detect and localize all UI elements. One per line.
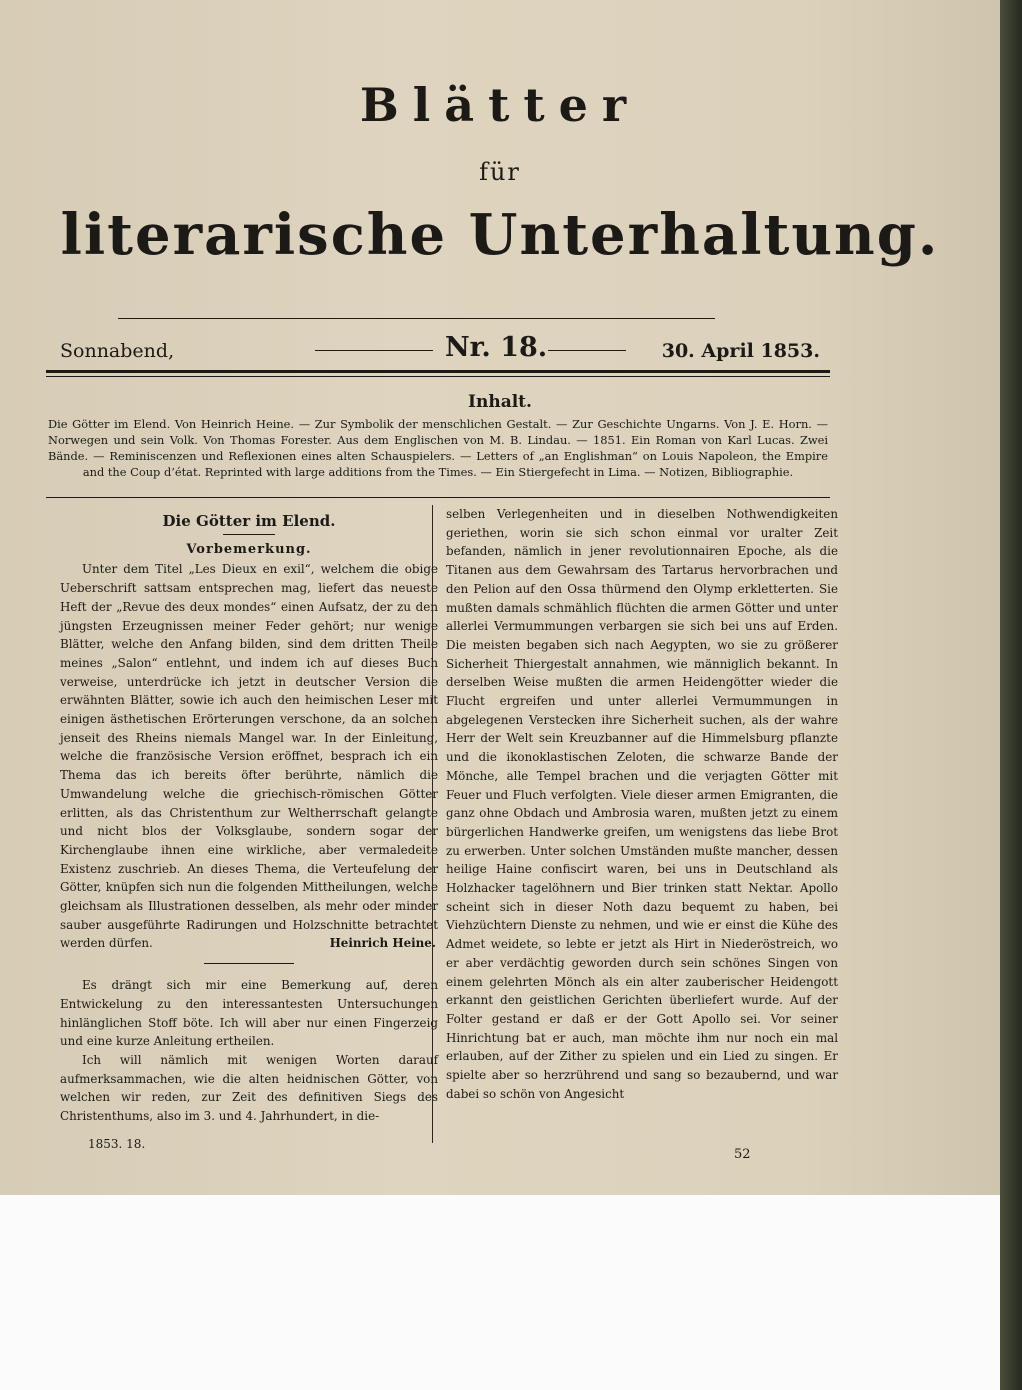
header-rule-double-2 [46,376,830,377]
right-column [446,505,838,1104]
issue-date: 30. April 1853. [661,340,820,362]
header-rule-top [118,318,715,319]
issue-dash-right [548,350,626,351]
masthead-title-line2: für [479,158,521,186]
issue-dash-left [315,350,433,351]
title-rule [223,534,275,535]
body-paragraph-2: Ich will nämlich mit wenigen Worten darauf aufmerksammachen, wie die alten heidnischen Götter, von welchen wir reden, zur Zeit des definitiven Siegs des Christenthums, also im 3. und 4. Jahrhundert, in die- [60,1053,438,1124]
contents-rule [46,497,830,498]
page-number: 52 [734,1147,751,1162]
book-cover-edge [1000,0,1022,1390]
article-subtitle: Vorbemerkung. [186,541,312,557]
scan-bottom-margin [0,1195,1000,1390]
contents-text: Die Götter im Elend. Von Heinrich Heine. — Zur Symbolik der menschlichen Gestalt. — Zur Geschichte Ungarns. Von J. E. Horn. — Norwegen und sein Volk. Von Thomas Forester. Aus dem Englischen von M. B. Lindau. — 1851. Ein Roman von Karl Lucas. Zwei Bände. — Reminiscenzen und Reflexionen eines alten Schauspielers. — Letters of „an Englishman“ on Louis Napoleon, the Empire and the Coup d’état. Reprinted with large additions from the Times. — Ein Stiergefecht in Lima. — Notizen, Bibliographie. [48,417,828,479]
issue-line [60,332,820,366]
contents-heading: Inhalt. [468,392,532,412]
body-paragraph-continued: selben Verlegenheiten und in dieselben Nothwendigkeiten geriethen, worin sie sich schon einmal vor uralter Zeit befanden, nämlich in jener revolutionnairen Epoche, als die Titanen aus dem Gewahrsam des Tartarus hervorbrachen und den Pelion auf den Ossa thürmend den Olymp erkletterten. Sie mußten damals schmählich flüchten die armen Götter und unter allerlei Vermummungen verbargen sie sich bei uns auf Erden. Die meisten begaben sich nach Aegypten, wo sie zu größerer Sicherheit Thiergestalt annahmen, wie männiglich bekannt. In derselben Weise mußten die armen Heidengötter wieder die Flucht ergreifen und unter allerlei Vermummungen in abgelegenen Verstecken ihre Sicherheit suchen, als der wahre Herr der Welt sein Kreuzbanner auf die Himmelsburg pflanzte und die ikonoklastischen Zeloten, die schwarze Bande der Mönche, alle Tempel brachen und die verjagten Götter mit Feuer und Fluch verfolgten. Viele dieser armen Emigranten, die ganz ohne Obdach und Ambrosia waren, mußten jetzt zu einem bürgerlichen Handwerke greifen, um wenigstens das liebe Brot zu erwerben. Unter solchen Umständen mußte mancher, dessen heilige Haine confiscirt waren, bei uns in Deutschland als Holzhacker tagelöhnern und Bier trinken statt Nektar. Apollo scheint sich in dieser Noth dazu bequemt zu haben, bei Viehzüchtern Dienste zu nehmen, und wie er einst die Kühe des Admet weidete, so lebte er jetzt als Hirt in Niederöstreich, wo er aber verdächtig geworden durch sein schönes Singen von einem gelehrten Mönch als ein alter zauberischer Heidengott erkannt den geistlichen Gerichten überliefert wurde. Auf der Folter gestand er daß er der Gott Apollo sei. Vor seiner Hinrichtung bat er auch, man möchte ihm nur noch ein mal erlauben, auf der Zither zu spielen und ein Lied zu singen. Er spielte aber so herzrührend und sang so bezaubernd, und war dabei so schön von Angesicht [446,507,838,1101]
footer-signature-mark: 1853. 18. [88,1137,146,1151]
issue-number: Nr. 18. [445,332,548,363]
header-rule-double-1 [46,370,830,373]
section-separator [204,963,294,964]
masthead-title-line1: Blätter [359,78,641,132]
preface-paragraph: Unter dem Titel „Les Dieux en exil“, welchem die obige Ueberschrift sattsam entsprechen mag, liefert das neueste Heft der „Revue des deux mondes“ einen Aufsatz, der zu den jüngsten Erzeugnissen meiner Feder gehört; nur wenige Blätter, welche den Anfang bilden, sind dem dritten Theile meines „Salon“ entlehnt, und indem ich auf dieses Buch verweise, unterdrücke ich jetzt in deutscher Version die erwähnten Blätter, sowie ich auch den heimischen Leser mit einigen ästhetischen Erörterungen verschone, da an solchen jenseit des Rheins niemals Mangel war. In der Einleitung, welche die französische Version eröffnet, besprach ich ein Thema das ich bereits öfter berührte, nämlich die Umwandelung welche die griechisch-römischen Götter erlitten, als das Christenthum zur Weltherrschaft gelangte und nicht blos der Volksglaube, sondern sogar der Kirchenglaube ihnen eine wirkliche, aber vermaledeite Existenz zuschrieb. An dieses Thema, die Verteufelung der Götter, knüpfen sich nun die folgenden Mittheilungen, welche gleichsam als Illustrationen desselben, als mehr oder minder sauber ausgeführte Radirungen und Holzschnitte betrachtet werden dürfen. [60,562,438,951]
author-signature: Heinrich Heine. [329,936,436,951]
masthead-title-line3: literarische Unterhaltung. [60,202,940,268]
left-column [60,505,438,1126]
issue-day: Sonnabend, [60,340,175,362]
article-title: Die Götter im Elend. [162,512,336,530]
body-paragraph-1: Es drängt sich mir eine Bemerkung auf, deren Entwickelung zu den interessantesten Untersuchungen hinlänglichen Stoff böte. Ich will aber nur einen Fingerzeig und eine kurze Anleitung ertheilen. [60,978,438,1049]
